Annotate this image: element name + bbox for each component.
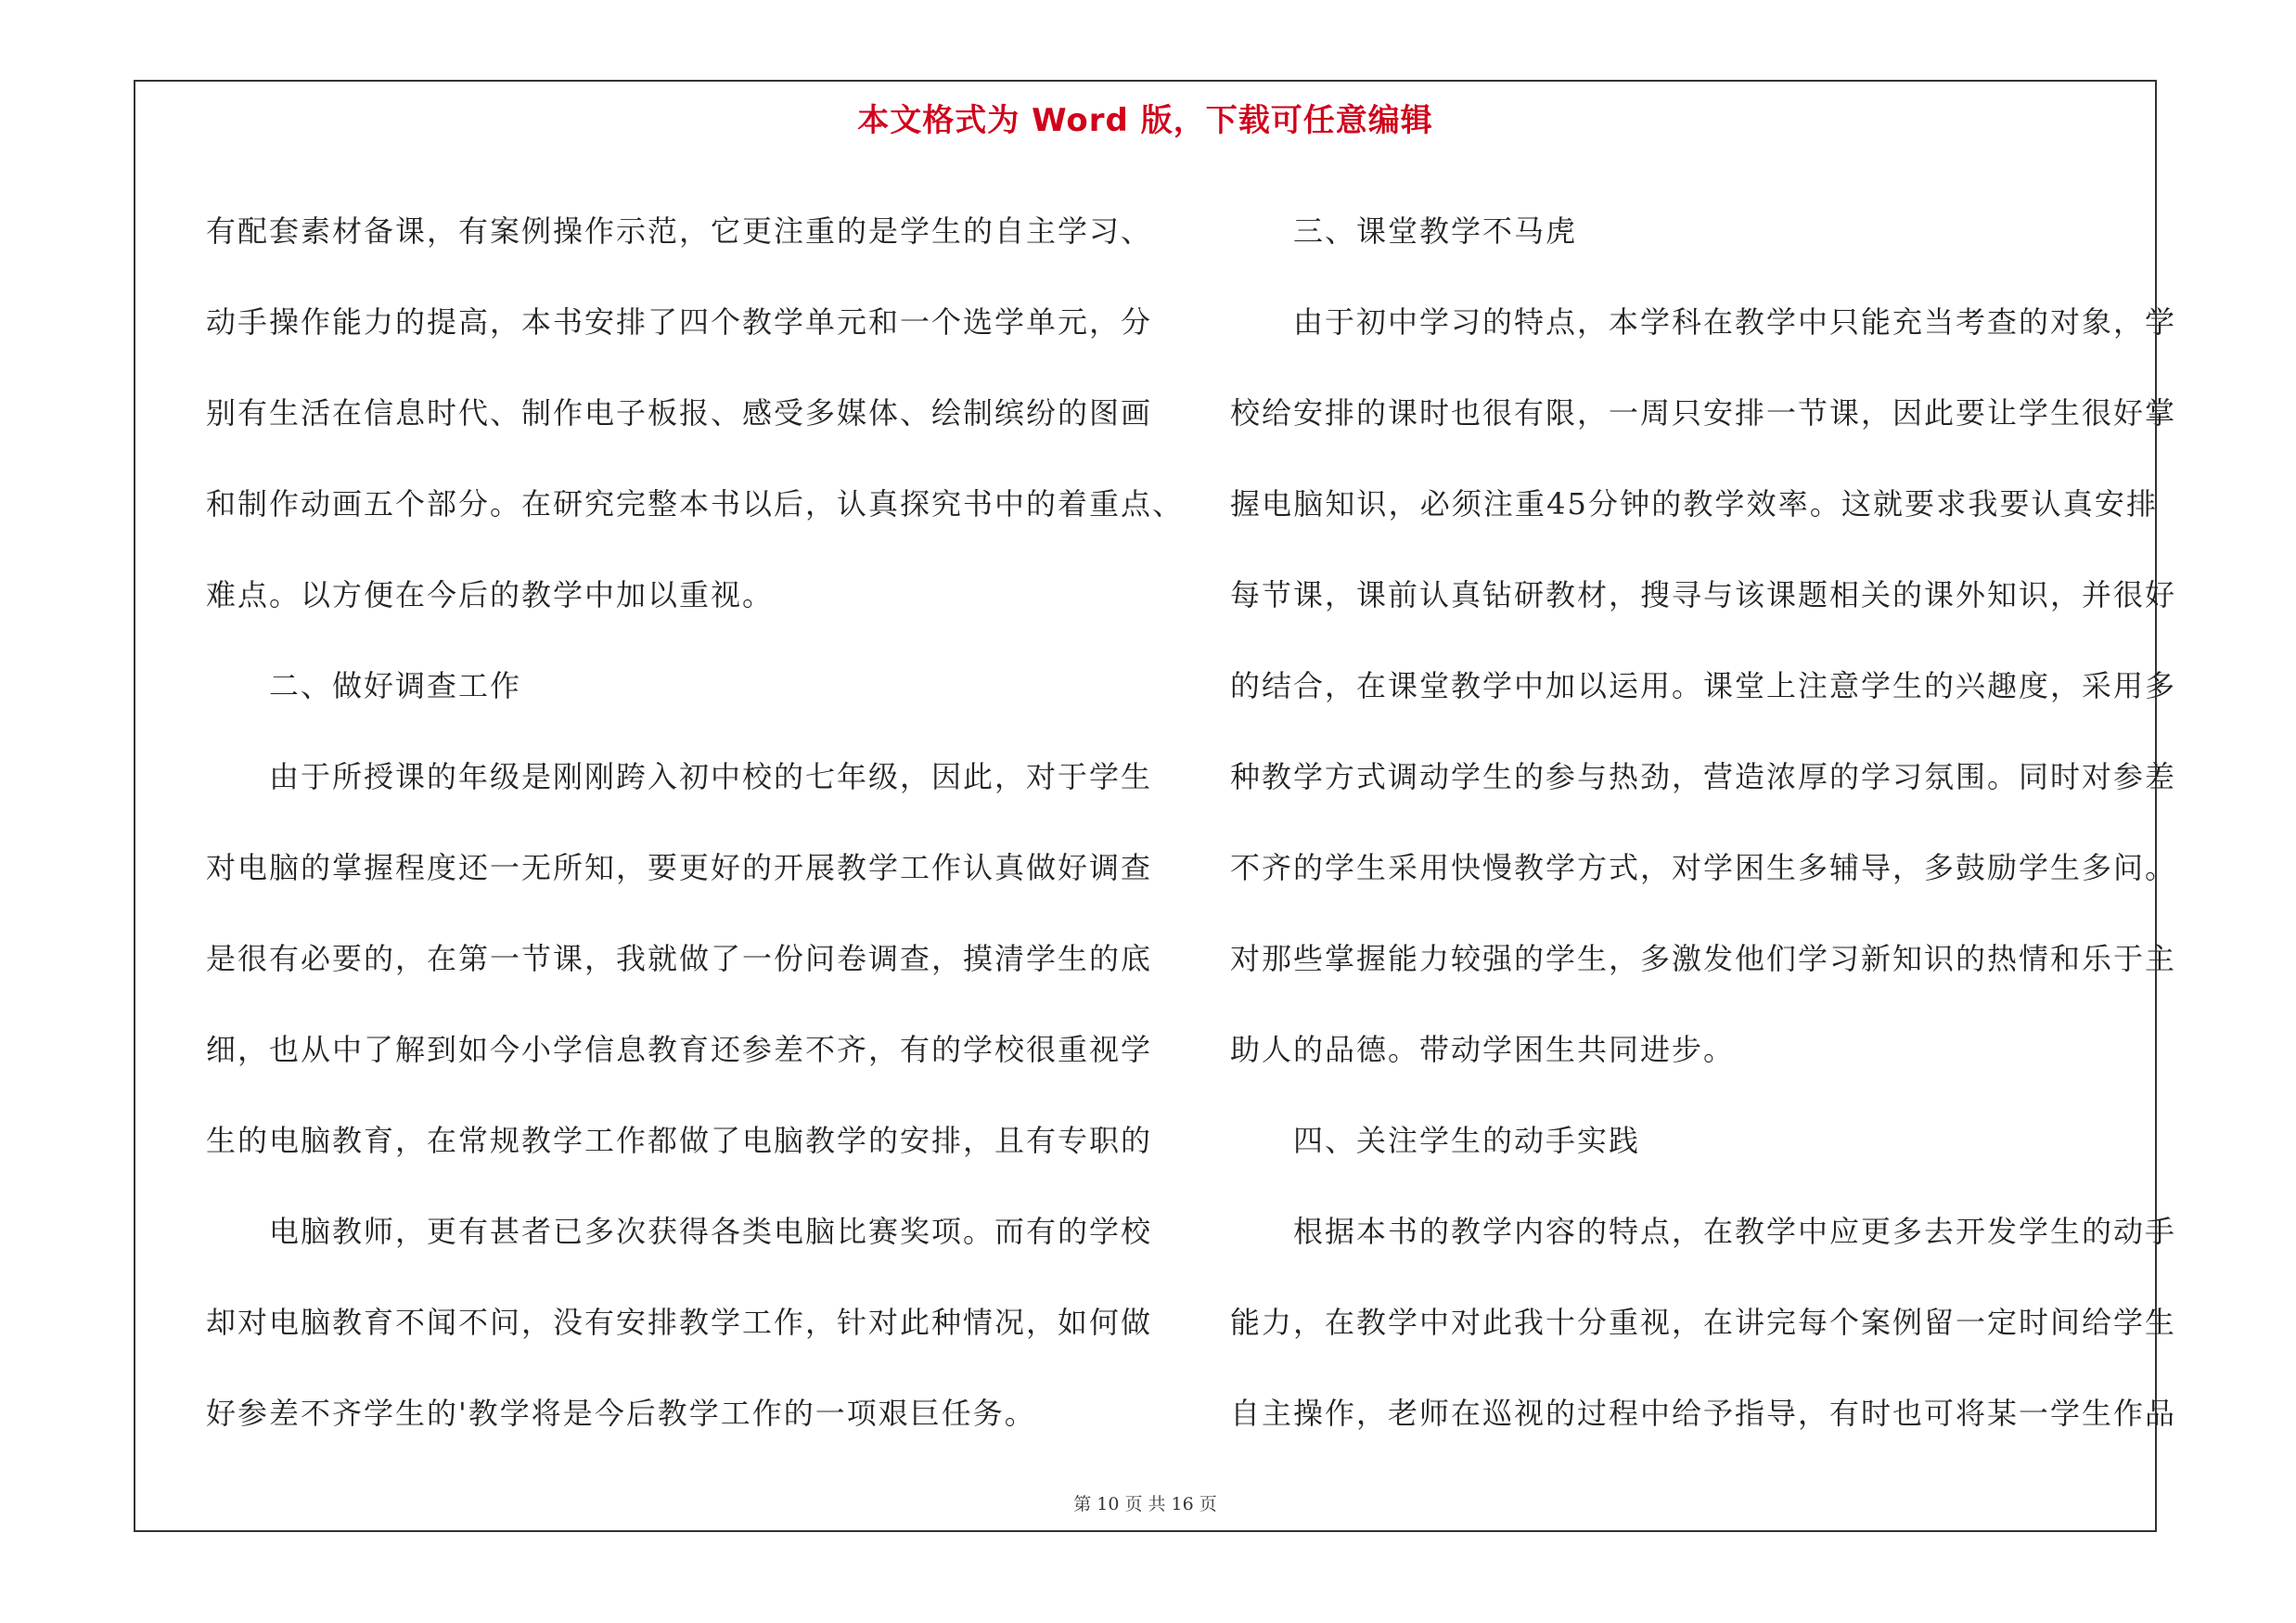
text-line: 四、关注学生的动手实践 [1293, 1123, 1641, 1158]
text-line: 动手操作能力的提高，本书安排了四个教学单元和一个选学单元，分 [206, 304, 1153, 340]
text-line: 和制作动画五个部分。在研究完整本书以后，认真探究书中的着重点、 [206, 486, 1185, 522]
text-line: 好参差不齐学生的'教学将是今后教学工作的一项艰巨任务。 [206, 1396, 1036, 1431]
text-line: 生的电脑教育，在常规教学工作都做了电脑教学的安排，且有专职的 [206, 1123, 1153, 1158]
text-line: 根据本书的教学内容的特点，在教学中应更多去开发学生的动手 [1293, 1214, 2177, 1249]
text-line: 是很有必要的，在第一节课，我就做了一份问卷调查，摸清学生的底 [206, 941, 1153, 976]
text-line: 二、做好调查工作 [269, 668, 522, 703]
page-number-footer: 第 10 页 共 16 页 [1073, 1494, 1217, 1514]
text-line: 细，也从中了解到如今小学信息教育还参差不齐，有的学校很重视学 [206, 1032, 1153, 1067]
page-frame [134, 80, 2177, 1532]
text-line: 助人的品德。带动学困生共同进步。 [1230, 1032, 1736, 1067]
text-line: 校给安排的课时也很有限，一周只安排一节课，因此要让学生很好掌 [1230, 395, 2177, 431]
text-line: 电脑教师，更有甚者已多次获得各类电脑比赛奖项。而有的学校 [269, 1214, 1153, 1249]
text-line: 自主操作，老师在巡视的过程中给予指导，有时也可将某一学生作品 [1230, 1396, 2177, 1431]
text-line: 三、课堂教学不马虎 [1293, 213, 1578, 249]
text-line: 却对电脑教育不闻不问，没有安排教学工作，针对此种情况，如何做 [206, 1305, 1153, 1340]
text-line: 每节课，课前认真钻研教材，搜寻与该课题相关的课外知识，并很好 [1230, 577, 2177, 612]
text-line: 别有生活在信息时代、制作电子板报、感受多媒体、绘制缤纷的图画 [206, 395, 1153, 431]
text-line: 对那些掌握能力较强的学生，多激发他们学习新知识的热情和乐于主 [1230, 941, 2177, 976]
text-line: 握电脑知识，必须注重45分钟的教学效率。这就要求我要认真安排 [1230, 486, 2158, 522]
text-line: 有配套素材备课，有案例操作示范，它更注重的是学生的自主学习、 [206, 213, 1153, 249]
text-line: 由于所授课的年级是刚刚跨入初中校的七年级，因此，对于学生 [269, 759, 1153, 794]
text-line: 的结合，在课堂教学中加以运用。课堂上注意学生的兴趣度，采用多 [1230, 668, 2177, 703]
text-line: 对电脑的掌握程度还一无所知，要更好的开展教学工作认真做好调查 [206, 850, 1153, 885]
text-line: 能力，在教学中对此我十分重视，在讲完每个案例留一定时间给学生 [1230, 1305, 2177, 1340]
right-text-column [1230, 186, 2177, 1459]
text-line: 由于初中学习的特点，本学科在教学中只能充当考查的对象，学 [1293, 304, 2177, 340]
text-line: 难点。以方便在今后的教学中加以重视。 [206, 577, 775, 612]
text-line: 种教学方式调动学生的参与热劲，营造浓厚的学习氛围。同时对参差 [1230, 759, 2177, 794]
text-line: 不齐的学生采用快慢教学方式，对学困生多辅导，多鼓励学生多问。 [1230, 850, 2177, 885]
left-text-column [206, 186, 1185, 1459]
word-format-banner: 本文格式为 Word 版，下载可任意编辑 [857, 102, 1433, 139]
